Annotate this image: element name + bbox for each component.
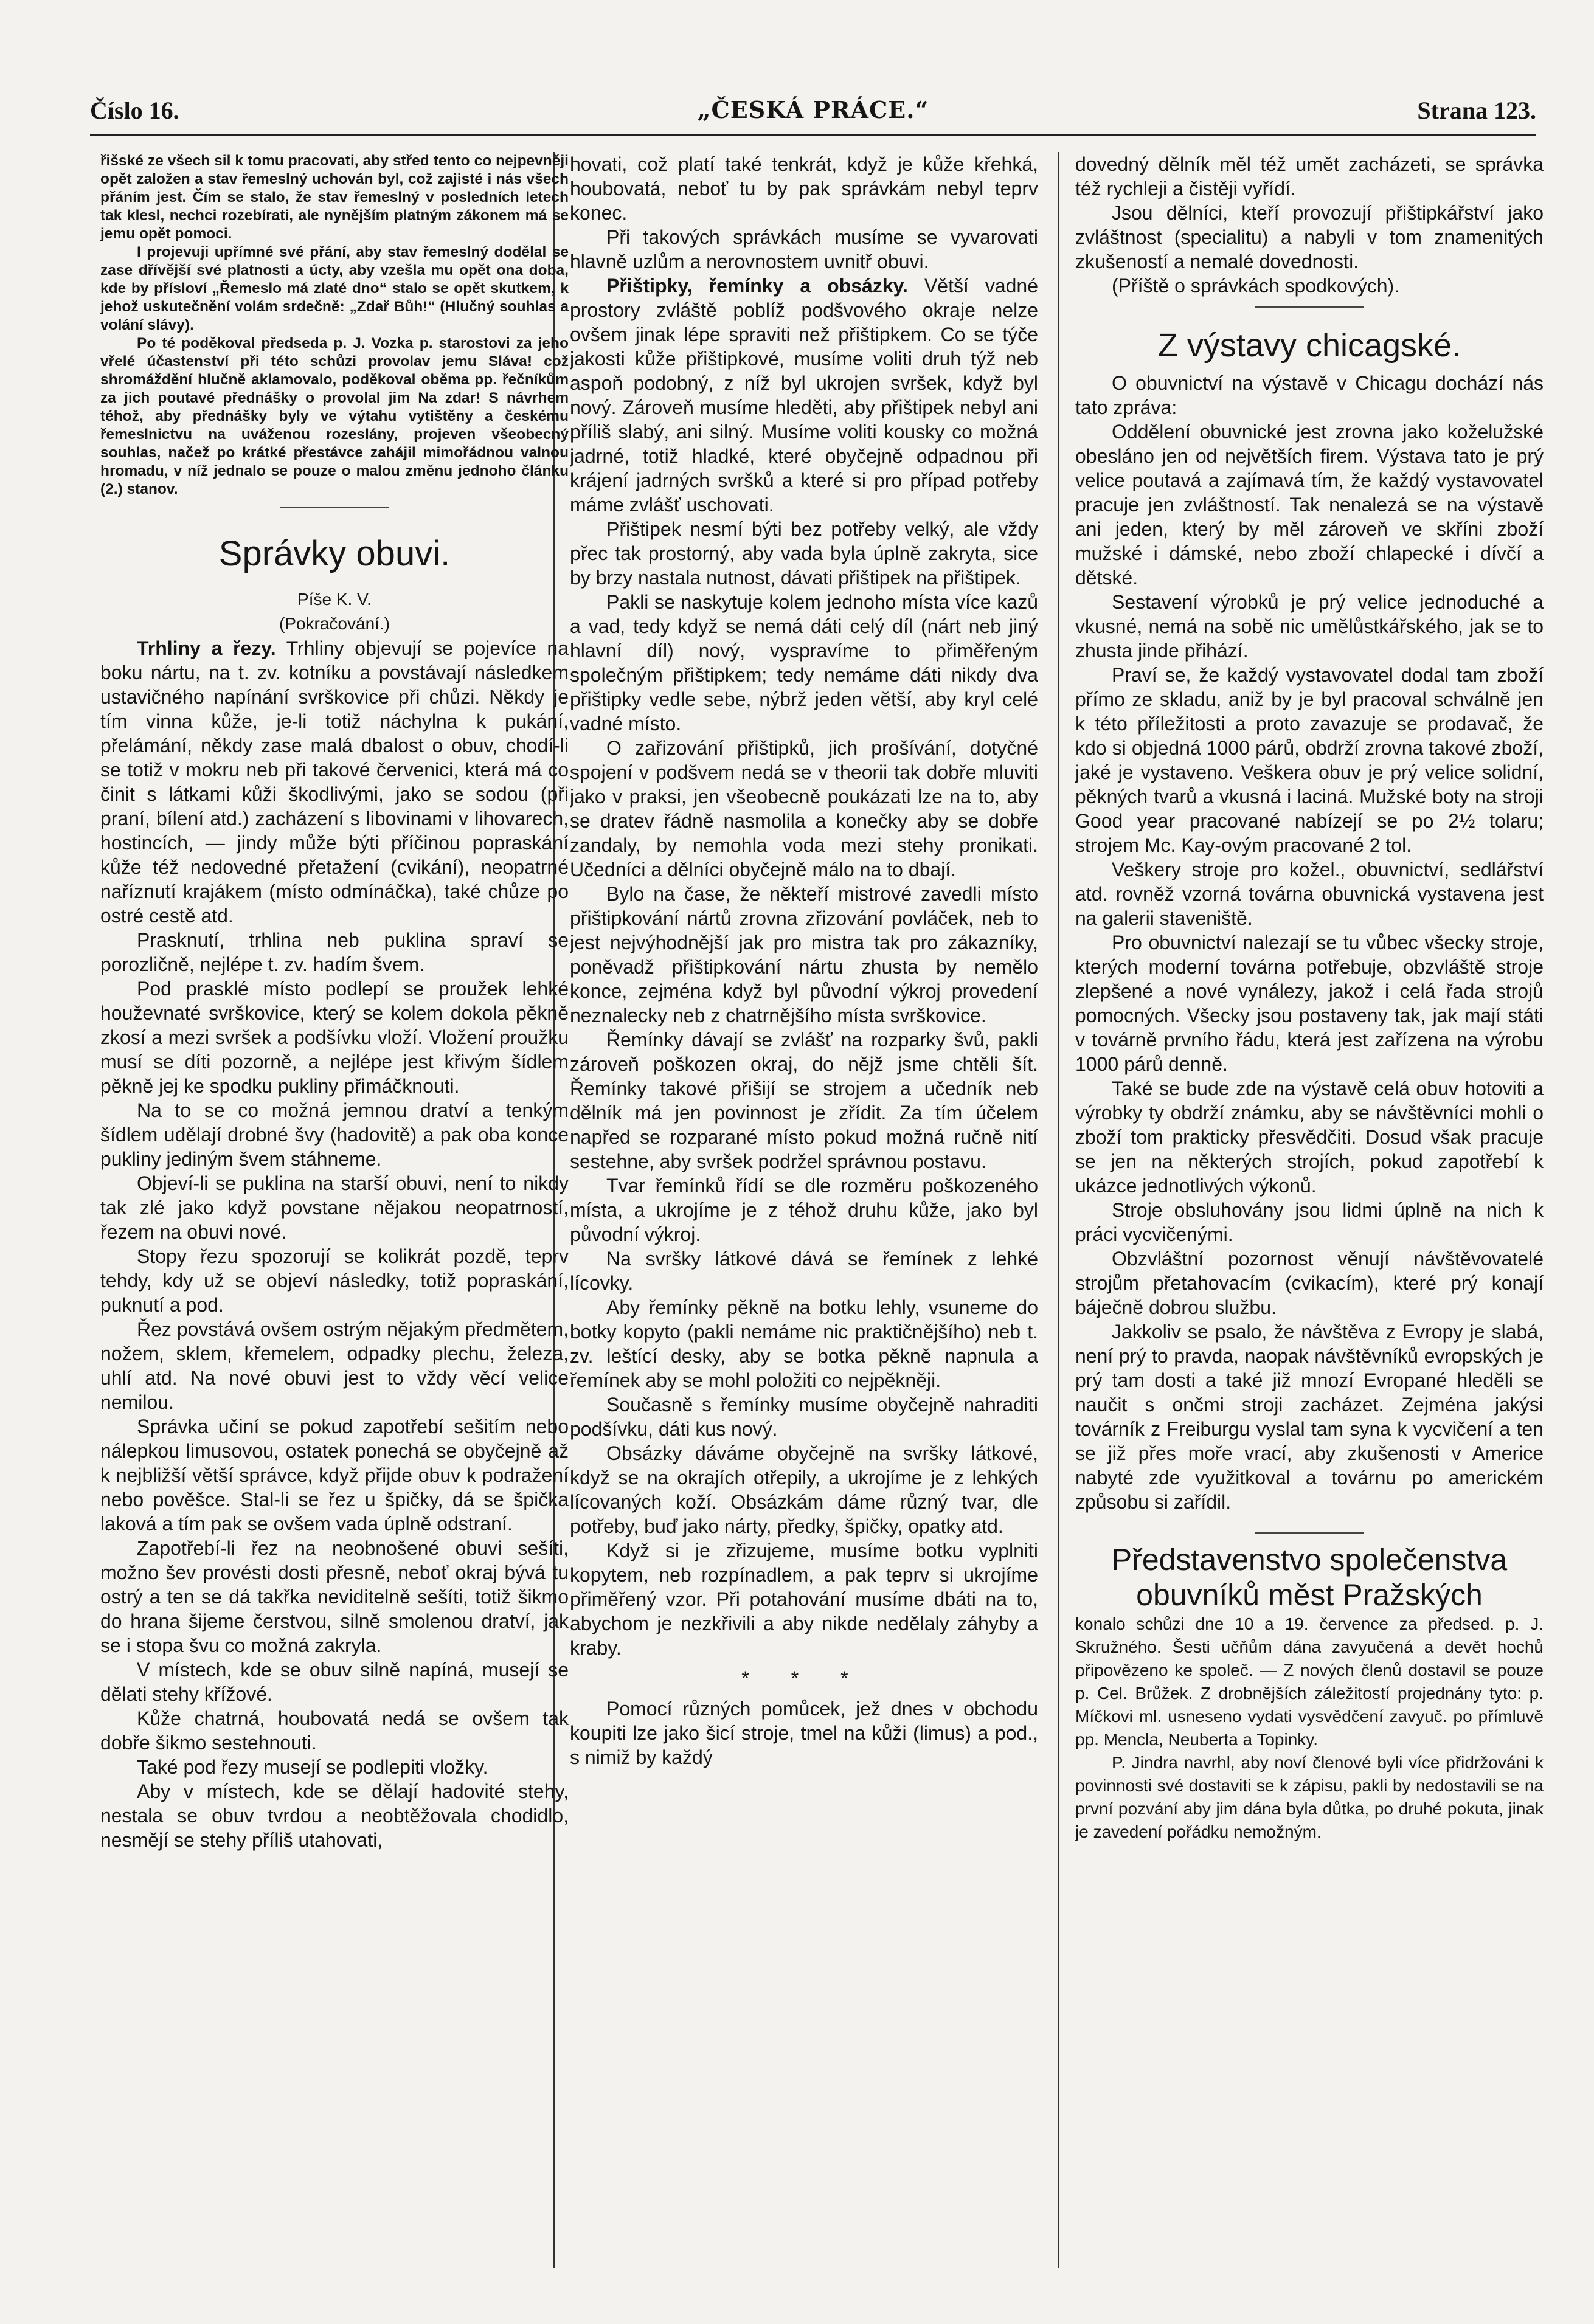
column-divider <box>1058 152 1059 2268</box>
report-paragraph: řišské ze všech sil k tomu pracovati, aby střed tento co nejpevněji opět založen a stav řemeslný uchován byl, což zajisté i nás všech přáním jest. Čím se stalo, že stav řemeslný v posledních letech tak klesl, nechci rozebírati, ale nynějším platným zákonem má se jemu opět pomoci. <box>100 153 569 242</box>
section-title: Z výstavy chicagské. <box>1157 327 1461 364</box>
paragraph: Také se bude zde na výstavě celá obuv hotoviti a výrobky ty obdrží známku, aby se návštěvníci mohli o zboží tom prakticky přesvědčiti. Dosud však pracuje se jen na některých strojích, pokud zapotřebí k ukázce jednotlivých výkonů. <box>1075 1077 1544 1197</box>
divider <box>280 507 389 508</box>
paragraph: Zapotřebí-li řez na neobnošené obuvi sešíti, možno šev provésti dosti přesně, neboť okraj bývá tu ostrý a ten se dá takřka neviditelně sešíti, totiž šikmo do hrana šijeme čerstvou, silně smolenou dratví, jak se i stopa švu co možná zakryla. <box>100 1537 569 1656</box>
paragraph: Stroje obsluhovány jsou lidmi úplně na nich k práci vycvičenými. <box>1075 1199 1544 1245</box>
column-1 <box>100 152 569 2292</box>
paragraph: Trhliny objevují se pojevíce na boku nártu, na t. zv. kotníku a povstávají následkem ustavičného napínání svrškovice při chůzi. Někdy je tím vinna kůže, je-li totiž náchylna k pukání, přelámání, někdy zase malá dbalost o obuv, chodí-li se totiž v mokru neb při takové červenici, která má co činit s látkami kůži škodlivými, jako se sodou (při praní, bílení atd.) zacházení s libovinami v lihovarech, hostincích, — jindy může býti příčinou popraskání kůže též nedovedné přetažení (cvikání), neopatrné naříznutí krajákem (místo odmínáčka), také chůze po ostré cestě atd. <box>100 637 569 927</box>
column-2 <box>570 152 1038 2292</box>
article-body-continued <box>570 152 1038 1769</box>
byline: Píše K. V. <box>297 590 372 609</box>
paragraph: Správka učiní se pokud zapotřebí sešitím nebo nálepkou limusovou, ostatek ponechá se obyčejně až k nejbližší větší správce, když přijde obuv k podražení nebo pověšce. Stal-li se řez u špičky, dá se špička laková a tím pak se ovšem vada úplně odstraní. <box>100 1416 569 1535</box>
paragraph: O obuvnictví na výstavě v Chicagu dochází nás tato zpráva: <box>1075 372 1544 418</box>
paragraph: Sestavení výrobků je prý velice jednoduché a vkusné, nemá na sobě nic umělůstkářského, jak se to zhusta jinde přihází. <box>1075 591 1544 662</box>
paragraph: Také pod řezy musejí se podlepiti vložky. <box>137 1756 488 1778</box>
paragraph: (Příště o správkách spodkových). <box>1112 275 1400 297</box>
paragraph: Aby v místech, kde se dělají hadovité stehy, nestala se obuv tvrdou a neobtěžovala chodidlo, nesmějí se stehy příliš utahovati, <box>100 1780 569 1851</box>
continued-note: (Pokračování.) <box>279 614 390 633</box>
paragraph: Řez povstává ovšem ostrým nějakým předmětem, nožem, sklem, křemelem, odpadky plechu, železa, uhlí atd. Na nové obuvi jest to vždy věcí velice nemilou. <box>100 1318 569 1413</box>
subheading: Trhliny a řezy. <box>137 637 276 659</box>
paragraph: Obzvláštní pozornost věnují návštěvovatelé strojům přetahovacím (cvikacím), které prý konají báječně dobrou službu. <box>1075 1248 1544 1318</box>
page-number: Strana 123. <box>1417 97 1536 124</box>
paragraph: Bylo na čase, že někteří mistrové zavedli místo přištipkování nártů zrovna zřizování povláček, neb to jest nejvýhodnější jak pro mistra tak pro zákazníky, poněvadž přištipkování nártu zhusta by nemělo konce, zejména když byl původní výkroj provedení neznalecky neb z chatrnějšího místa svrškovice. <box>570 883 1038 1026</box>
paragraph: Veškery stroje pro kožel., obuvnictví, sedlářství atd. rovněž vzorná továrna obuvnická vystavena jest na galerii staveniště. <box>1075 859 1544 929</box>
article-title: Správky obuvi. <box>218 534 451 573</box>
paragraph: Větší vadné prostory zvláště poblíž podšvového okraje nelze ovšem jinak lépe spraviti než přištipkem. Co se týče jakosti kůže přištipkové, musíme voliti druh týž neb aspoň podobný, z níž byl ukrojen svršek, když byl nový. Zároveň musíme hleděti, aby přištipek nebyl ani příliš slabý, ani silný. Musíme voliti kousky co možná jadrné, totiž hladké, které obyčejně odpadnou při krájení jadrných svršků a které si pro případ potřeby máme zvlášť uschovati. <box>570 275 1038 516</box>
divider <box>1255 1532 1364 1534</box>
paragraph: hovati, což platí také tenkrát, když je kůže křehká, houbovatá, neboť tu by pak správkám nebyl teprv konec. <box>570 153 1038 224</box>
paragraph: Obsázky dáváme obyčejně na svršky látkové, když se na okrajích otřepily, a ukrojíme je z lehkých lícovaných koží. Obsázkám dáme různý tvar, dle potřeby, buď jako nárty, předky, špičky, opatky atd. <box>570 1442 1038 1537</box>
paragraph: Jsou dělníci, kteří provozují přištipkářství jako zvláštnost (specialitu) a nabyli v tom znamenitých zkušeností a nemalé dovednosti. <box>1075 202 1544 272</box>
paragraph: Na svršky látkové dává se řemínek z lehké lícovky. <box>570 1248 1038 1294</box>
paragraph: konalo schůzi dne 10 a 19. července za předsed. p. J. Skružného. Šesti učňům dána zavyučená a devět hochů připovězeno ke společ. — Z nových členů dostavil se pouze p. Cel. Brůžek. Z drobnějších záležitostí projednány tyto: p. Míčkovi ml. usneseno vydati vysvědčení zavyuč. po přímluvě pp. Mencla, Neuberta a Topinky. <box>1075 1614 1544 1749</box>
paragraph: Současně s řemínky musíme obyčejně nahraditi podšívku, dáti kus nový. <box>570 1394 1038 1440</box>
issue-number: Číslo 16. <box>90 97 179 124</box>
paragraph: Kůže chatrná, houbovatá nedá se ovšem tak dobře šikmo sestehnouti. <box>100 1707 569 1754</box>
journal-title: „ČESKÁ PRÁCE.“ <box>697 96 929 123</box>
report-paragraph: I projevuji upřímné své přání, aby stav řemeslný dodělal se zase dřívější své platnosti a úcty, aby vzešla mu opět ona doba, kde by přísloví „Řemeslo má zlaté dno“ stalo se opět skutkem, k jehož uskutečnění volám srdečně: „Zdař Bůh!“ (Hlučný souhlas a volání slávy). <box>100 244 569 333</box>
paragraph: O zařizování přištipků, jich prošívání, dotyčné spojení v podšvem nedá se v theorii tak dobře mluviti jako v praksi, jen všeobecně poukázati lze na to, aby se dratev řádně nasmolila a konečky aby se dobře zandaly, by nemohla voda mezi stehy pronikati. Učedníci a dělníci obyčejně málo na to dbají. <box>570 737 1038 880</box>
page-header <box>90 96 1536 134</box>
paragraph: Pakli se naskytuje kolem jednoho místa více kazů a vad, tedy když se nemá dáti celý díl (nárt neb jiný hlavní díl) nový, vyspravíme to přiměřeným společným přištipkem; tedy nemáme dáti nikdy dva přištipky vedle sebe, nýbrž jeden větší, aby kryl celé vadné místo. <box>570 591 1038 735</box>
column-3 <box>1075 152 1544 2292</box>
section-stars: * * * <box>741 1667 867 1689</box>
paragraph: Oddělení obuvnické jest zrovna jako koželužské obesláno jen od největších firem. Výstava tato je prý velice poutavá a zajímavá tím, že každý vystavovatel pracuje jen zvláštností. Tak nenalezá se na výstavě ani jeden, který by měl zároveň ve skříni zboží mužské i dámské, nebo zboží chlapecké i dívčí a dětské. <box>1075 421 1544 589</box>
paragraph: Objeví-li se puklina na starší obuvi, není to nikdy tak zlé jako když povstane nějakou neopatrností, řezem na obuvi nové. <box>100 1172 569 1243</box>
paragraph: Při takových správkách musíme se vyvarovati hlavně uzlům a nerovnostem uvnitř obuvi. <box>570 226 1038 272</box>
paragraph: Když si je zřizujeme, musíme botku vyplniti kopytem, neb rozpínadlem, a pak teprv si ukrojíme přiměřený vzor. Při potahování musíme dbáti na to, abychom je nezkřivili a aby nikde nedělaly záhyby a kraby. <box>570 1540 1038 1659</box>
paragraph: Přištipek nesmí býti bez potřeby velký, ale vždy přec tak prostorný, aby vada byla úplně zakryta, sice by brzy nastala nutnost, dávati přištipek na přištipek. <box>570 518 1038 589</box>
paragraph: V místech, kde se obuv silně napíná, musejí se dělati stehy křížové. <box>100 1659 569 1705</box>
paragraph: Praví se, že každý vystavovatel dodal tam zboží přímo ze skladu, aniž by je byl pracoval schválně jen k této příležitosti a proto zavazuje se prodavač, že kdo si objedná 1000 párů, obdrží zrovna takové zboží, jaké je vystaveno. Veškera obuv je prý velice solidní, pěkných tvarů a vkusná i laciná. Mužské boty na stroji Good year pracované nabízejí se po 2½ tolaru; strojem Mc. Kay-ovým pracované 2 tol. <box>1075 664 1544 856</box>
header-rule <box>90 134 1536 136</box>
paragraph: Pro obuvnictví nalezají se tu vůbec všecky stroje, kterých moderní továrna potřebuje, obzvláště stroje zlepšené a nové vynálezy, jakož i celá řada strojů pomocných. Všecky jsou postaveny tak, jak mají státi v továrně prvního řádu, která jest zařízena na výrobu 1000 párů denně. <box>1075 932 1544 1075</box>
notice-title: obuvníků měst Pražských <box>1136 1578 1483 1612</box>
article-body <box>100 636 569 1852</box>
notice-title: Představenstvo společenstva <box>1111 1543 1508 1577</box>
paragraph: Řemínky dávají se zvlášť na rozparky švů, pakli zároveň poškozen okraj, do nějž jsme chtěli šít. Řemínky takové přišijí se strojem a učedník neb dělník má jen povinnost je zřídit. Za tím účelem napřed se rozparané místo pokud možná ručně nití sestehne, aby svršek podržel správnou postavu. <box>570 1029 1038 1172</box>
paragraph: Pod prasklé místo podlepí se proužek lehké houževnaté svrškovice, který se kolem dokola pěkně zkosí a mezi svršek a podšívku vloží. Vložení proužku musí se díti pozorně, a nejlépe jest křivým šídlem pěkně jej ke spodku pukliny přimáčknouti. <box>100 978 569 1097</box>
paragraph: Na to se co možná jemnou dratví a tenkým šídlem udělají drobné švy (hadovitě) a pak oba konce pukliny jediným švem stáhneme. <box>100 1099 569 1170</box>
exhibition-report <box>1075 371 1544 1514</box>
paragraph: P. Jindra navrhl, aby noví členové byli více přidržováni k povinnosti své dostaviti se k zápisu, pakli by nedostavili se na první pozvání aby jim dána byla důtka, po druhé pokuta, jinak je zavedení pořádku nemožným. <box>1075 1753 1544 1841</box>
paragraph: Prasknutí, trhlina neb puklina spraví se porozličně, nejlépe t. zv. hadím švem. <box>100 929 569 975</box>
paragraph: Aby řemínky pěkně na botku lehly, vsuneme do botky kopyto (pakli nemáme nic praktičnějšího) neb t. zv. leštící desky, aby se botka pěkně napnula a řemínek aby se mohl položiti co nejpěkněji. <box>570 1296 1038 1391</box>
article-body-end <box>1075 152 1544 298</box>
paragraph: Pomocí různých pomůcek, jež dnes v obchodu koupiti lze jako šicí stroje, tmel na kůži (limus) a pod., s nimiž by každý <box>570 1698 1038 1768</box>
paragraph: Stopy řezu spozorují se kolikrát pozdě, teprv tehdy, kdy už se objeví následky, totiž popraskání, puknutí a pod. <box>100 1245 569 1316</box>
meeting-report <box>100 152 569 499</box>
notice-body <box>1075 1613 1544 1844</box>
paragraph: dovedný dělník měl též umět zacházeti, se správka též rychleji a čistěji vyřídí. <box>1075 153 1544 199</box>
paragraph: Jakkoliv se psalo, že návštěva z Evropy je slabá, není prý to pravda, naopak návštěvníků evropských je prý tam dosti a také již mnozí Evropané hleděli se naučit s ončmi stroji zacházet. Zejména jakýsi továrník z Freiburgu vyslal tam syna k vycvičení a ten se již přes moře vrací, aby zkušenosti v Americe nabyté zde využitkoval a továrnu po americkém způsobu si zařídil. <box>1075 1321 1544 1513</box>
paragraph: Tvar řemínků řídí se dle rozměru poškozeného místa, a ukrojíme je z téhož druhu kůže, jako byl původní výkroj. <box>570 1175 1038 1245</box>
subheading: Přištipky, řemínky a obsázky. <box>606 275 908 297</box>
report-paragraph: Po té poděkoval předseda p. J. Vozka p. starostovi za jeho vřelé účastenství při této schůzi provolav jemu Sláva! což shromáždění hlučně aklamovalo, poděkoval oběma pp. řečníkům za jich poutavé přednášky o provolal jim Na zdar! S návrhem téhož, aby přednášky byly ve výtahu vytištěny a českému řemeslnictvu na uváženou rozeslány, projeven všeobecný souhlas, načež po krátké přestávce zahájil mimořádnou valnou hromadu, v níž jednalo se pouze o malou změnu jednoho článku (2.) stanov. <box>100 335 569 497</box>
divider <box>1255 306 1364 308</box>
